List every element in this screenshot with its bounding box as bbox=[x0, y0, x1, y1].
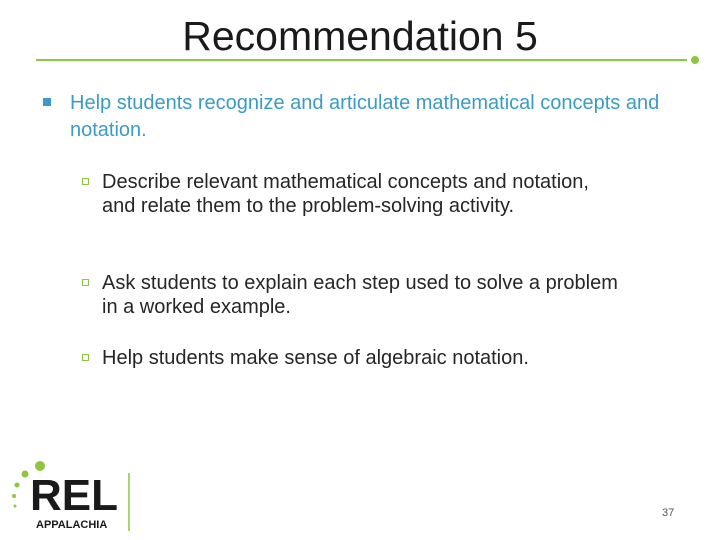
logo-dot bbox=[14, 505, 17, 508]
hollow-square-bullet-icon bbox=[82, 354, 89, 361]
sub-bullet-text: Ask students to explain each step used to solve a problem in a worked example. bbox=[102, 272, 618, 318]
sub-bullet bbox=[102, 170, 622, 218]
sub-bullet bbox=[102, 346, 622, 370]
sub-bullet bbox=[102, 271, 622, 319]
logo-dot bbox=[15, 483, 20, 488]
hollow-square-bullet-icon bbox=[82, 279, 89, 286]
rel-appalachia-logo bbox=[10, 458, 140, 533]
logo-name: REL bbox=[30, 471, 118, 520]
title-underline bbox=[36, 59, 687, 61]
square-bullet-icon bbox=[43, 98, 51, 106]
page-number: 37 bbox=[662, 507, 675, 519]
main-bullet bbox=[70, 90, 660, 144]
sub-bullet-text: Help students make sense of algebraic notation. bbox=[102, 347, 529, 369]
sub-bullet-text: Describe relevant mathematical concepts and notation, and relate them to the problem-solving activity. bbox=[102, 171, 589, 217]
slide-title: Recommendation 5 bbox=[182, 13, 538, 59]
logo-region: APPALACHIA bbox=[36, 519, 108, 531]
hollow-square-bullet-icon bbox=[82, 178, 89, 185]
main-bullet-text: Help students recognize and articulate mathematical concepts and notation. bbox=[70, 92, 660, 141]
logo-dot bbox=[12, 494, 16, 498]
logo-dot bbox=[35, 461, 45, 471]
logo-dot bbox=[22, 471, 29, 478]
title-underline-dot bbox=[691, 56, 699, 64]
